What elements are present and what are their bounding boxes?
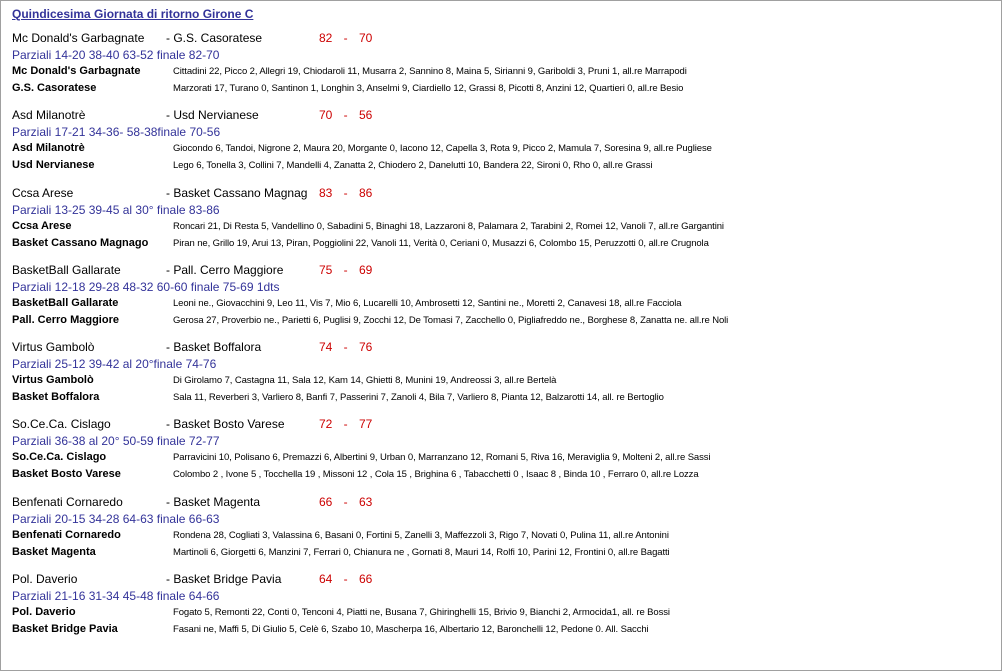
page-title: Quindicesima Giornata di ritorno Girone C <box>12 7 254 21</box>
roster-team-name: Mc Donald's Garbagnate <box>12 65 141 77</box>
roster-players: Di Girolamo 7, Castagna 11, Sala 12, Kam 14, Ghietti 8, Munini 19, Andreossi 3, all.re Bertelà <box>173 375 557 386</box>
home-team-name: Pol. Daverio <box>12 572 78 586</box>
roster-team-name: Basket Magenta <box>12 546 96 558</box>
roster-team-name: Basket Cassano Magnago <box>12 237 149 249</box>
roster-players: Piran ne, Grillo 19, Arui 13, Piran, Poggiolini 22, Vanoli 11, Verità 0, Ceriani 0, Musazzi 6, Colombo 15, Peruzzotti 0, all.re Crugnola <box>173 238 709 249</box>
roster-team-name: Pol. Daverio <box>12 606 76 618</box>
home-team-name: Asd Milanotrè <box>12 108 86 122</box>
roster-team-name: Asd Milanotrè <box>12 142 85 154</box>
partial-scores: Parziali 25-12 39-42 al 20°finale 74-76 <box>12 357 217 371</box>
roster-team-name: Benfenati Cornaredo <box>12 529 121 541</box>
away-team-name: - Basket Bosto Varese <box>166 417 285 431</box>
home-team-name: Mc Donald's Garbagnate <box>12 31 145 45</box>
roster-team-name: G.S. Casoratese <box>12 82 97 94</box>
roster-team-name: Usd Nervianese <box>12 159 95 171</box>
roster-players: Leoni ne., Giovacchini 9, Leo 11, Vis 7, Mio 6, Lucarelli 10, Ambrosetti 12, Santini ne., Moretti 2, Canavesi 18, all.re Facciola <box>173 298 682 309</box>
home-team-name: Virtus Gambolò <box>12 340 95 354</box>
final-score: 83 - 86 <box>319 186 373 200</box>
roster-team-name: So.Ce.Ca. Cislago <box>12 451 107 463</box>
away-team-name: - Pall. Cerro Maggiore <box>166 263 284 277</box>
partial-scores: Parziali 17-21 34-36- 58-38finale 70-56 <box>12 125 221 139</box>
away-team-name: - Basket Bridge Pavia <box>166 572 282 586</box>
roster-players: Colombo 2 , Ivone 5 , Tocchella 19 , Missoni 12 , Cola 15 , Brighina 6 , Tabacchetti 0 , Isaac 8 , Binda 10 , Ferraro 0, all.re Lozza <box>173 469 699 480</box>
roster-team-name: Basket Boffalora <box>12 391 100 403</box>
roster-players: Fogato 5, Remonti 22, Conti 0, Tenconi 4, Piatti ne, Busana 7, Ghiringhelli 15, Brivio 9, Bianchi 2, Armocida1, all. re Bossi <box>173 607 670 618</box>
final-score: 82 - 70 <box>319 31 373 45</box>
roster-players: Fasani ne, Maffi 5, Di Giulio 5, Celè 6, Szabo 10, Mascherpa 16, Albertario 12, Baronchelli 12, Pedone 0. All. Sacchi <box>173 624 649 635</box>
home-team-name: So.Ce.Ca. Cislago <box>12 417 111 431</box>
final-score: 72 - 77 <box>319 417 373 431</box>
final-score: 70 - 56 <box>319 108 373 122</box>
partial-scores: Parziali 36-38 al 20° 50-59 finale 72-77 <box>12 434 220 448</box>
roster-players: Lego 6, Tonella 3, Collini 7, Mandelli 4, Zanatta 2, Chiodero 2, Danelutti 10, Bandera 22, Sironi 0, Rho 0, all.re Grassi <box>173 160 653 171</box>
partial-scores: Parziali 13-25 39-45 al 30° finale 83-86 <box>12 203 220 217</box>
home-team-name: Benfenati Cornaredo <box>12 495 123 509</box>
roster-players: Rondena 28, Cogliati 3, Valassina 6, Basani 0, Fortini 5, Zanelli 3, Maffezzoli 3, Rigo 7, Novati 0, Pulina 11, all.re Antonini <box>173 530 669 541</box>
home-team-name: BasketBall Gallarate <box>12 263 121 277</box>
partial-scores: Parziali 20-15 34-28 64-63 finale 66-63 <box>12 512 220 526</box>
away-team-name: - Basket Cassano Magnag <box>166 186 308 200</box>
roster-team-name: Basket Bridge Pavia <box>12 623 118 635</box>
partial-scores: Parziali 14-20 38-40 63-52 finale 82-70 <box>12 48 220 62</box>
roster-team-name: BasketBall Gallarate <box>12 297 119 309</box>
partial-scores: Parziali 12-18 29-28 48-32 60-60 finale 75-69 1dts <box>12 280 280 294</box>
final-score: 75 - 69 <box>319 263 373 277</box>
away-team-name: - G.S. Casoratese <box>166 31 263 45</box>
roster-team-name: Ccsa Arese <box>12 220 72 232</box>
final-score: 66 - 63 <box>319 495 373 509</box>
roster-players: Cittadini 22, Picco 2, Allegri 19, Chiodaroli 11, Musarra 2, Sannino 8, Maina 5, Sirianni 9, Gariboldi 3, Pruni 1, all.re Marrapodi <box>173 66 687 77</box>
roster-players: Sala 11, Reverberi 3, Varliero 8, Banfi 7, Passerini 7, Zanoli 4, Bila 7, Varliero 8, Pianta 12, Balzarotti 14, all. re Bertoglio <box>173 392 664 403</box>
roster-players: Martinoli 6, Giorgetti 6, Manzini 7, Ferrari 0, Chianura ne , Gornati 8, Mauri 14, Rolfi 10, Parini 12, Frontini 0, all.re Bagatti <box>173 547 670 558</box>
roster-players: Roncari 21, Di Resta 5, Vandellino 0, Sabadini 5, Binaghi 18, Lazzaroni 8, Palamara 2, Tarabini 2, Romei 12, Vanoli 7, all.re Gargantini <box>173 221 724 232</box>
home-team-name: Ccsa Arese <box>12 186 74 200</box>
partial-scores: Parziali 21-16 31-34 45-48 finale 64-66 <box>12 589 220 603</box>
roster-players: Gerosa 27, Proverbio ne., Parietti 6, Puglisi 9, Zocchi 12, De Tomasi 7, Zacchello 0, Pigliafreddo ne., Borghese 8, Zanatta ne. all.re Noli <box>173 315 729 326</box>
roster-players: Giocondo 6, Tandoi, Nigrone 2, Maura 20, Morgante 0, Iacono 12, Capella 3, Rota 9, Picco 2, Mamula 7, Soresina 9, all.re Pugliese <box>173 143 712 154</box>
final-score: 74 - 76 <box>319 340 373 354</box>
final-score: 64 - 66 <box>319 572 373 586</box>
away-team-name: - Basket Magenta <box>166 495 261 509</box>
away-team-name: - Basket Boffalora <box>166 340 262 354</box>
roster-players: Parravicini 10, Polisano 6, Premazzi 6, Albertini 9, Urban 0, Marranzano 12, Romani 5, Riva 16, Meraviglia 9, Molteni 2, all.re Sassi <box>173 452 711 463</box>
roster-team-name: Basket Bosto Varese <box>12 468 121 480</box>
roster-team-name: Pall. Cerro Maggiore <box>12 314 119 326</box>
away-team-name: - Usd Nervianese <box>166 108 259 122</box>
roster-players: Marzorati 17, Turano 0, Santinon 1, Longhin 3, Anselmi 9, Ciardiello 12, Grassi 8, Picotti 8, Anzini 12, Quartieri 0, all.re Besio <box>173 83 684 94</box>
roster-team-name: Virtus Gambolò <box>12 374 94 386</box>
